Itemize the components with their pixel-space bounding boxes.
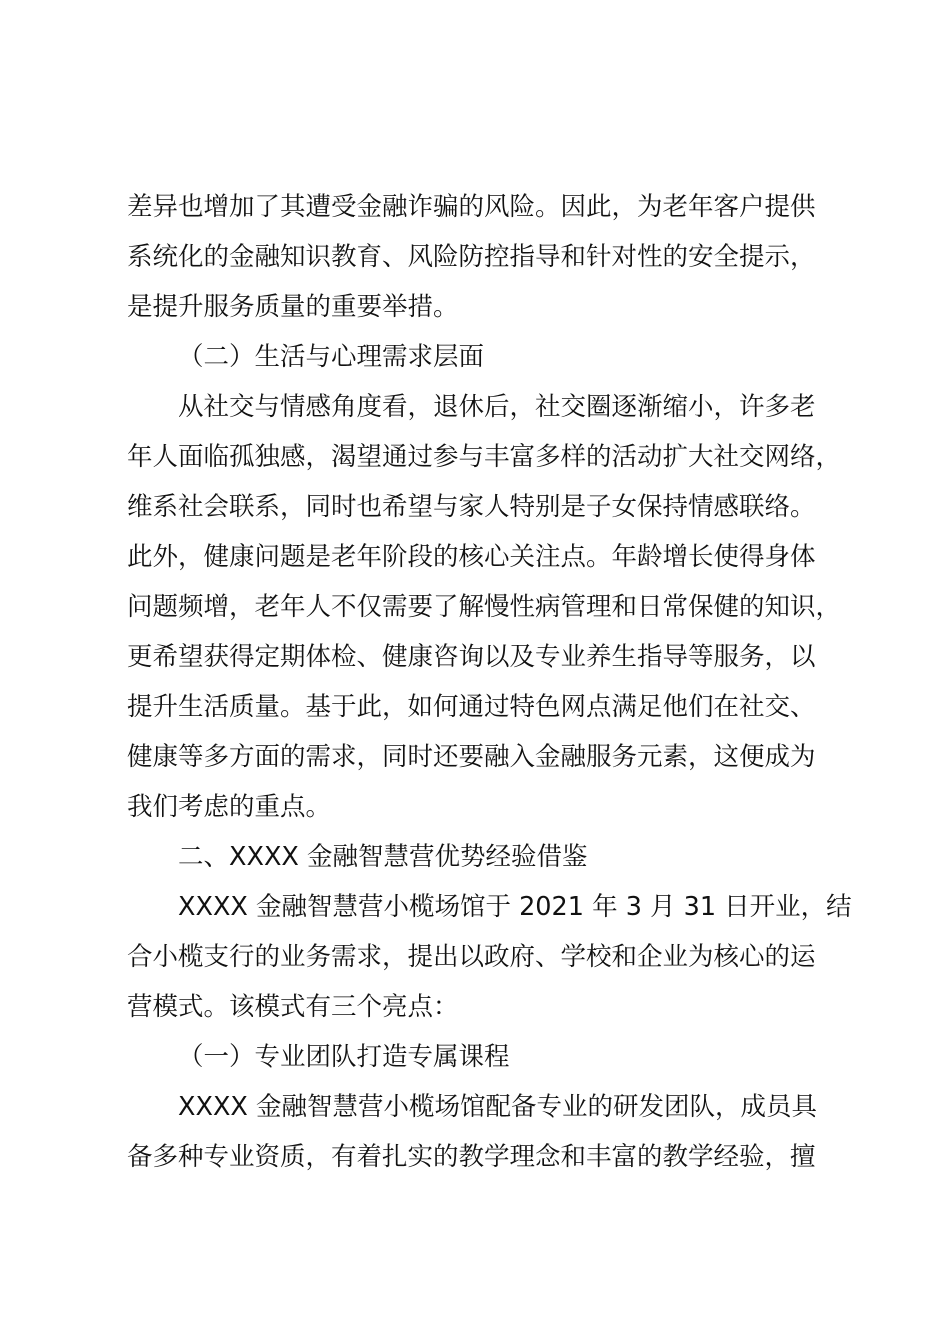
text-line: 系统化的金融知识教育、风险防控指导和针对性的安全提示，: [127, 242, 816, 272]
text-line: 我们考虑的重点。: [127, 792, 332, 822]
text-line: 问题频增，老年人不仅需要了解慢性病管理和日常保健的知识，: [127, 592, 842, 622]
text-line: XXXX 金融智慧营小榄场馆于 2021 年 3 月 31 日开业，结: [178, 892, 852, 922]
section-heading: （一）专业团队打造专属课程: [178, 1042, 510, 1072]
text-line: 从社交与情感角度看，退休后，社交圈逐渐缩小，许多老: [178, 392, 816, 422]
text-line: 是提升服务质量的重要举措。: [127, 292, 459, 322]
text-line: 年人面临孤独感，渴望通过参与丰富多样的活动扩大社交网络，: [127, 442, 842, 472]
text-line: 营模式。该模式有三个亮点：: [127, 992, 459, 1022]
text-line: 维系社会联系，同时也希望与家人特别是子女保持情感联络。: [127, 492, 816, 522]
text-line: 合小榄支行的业务需求，提出以政府、学校和企业为核心的运: [127, 942, 816, 972]
section-heading: 二、XXXX 金融智慧营优势经验借鉴: [178, 842, 588, 872]
section-heading: （二）生活与心理需求层面: [178, 342, 485, 372]
text-line: 更希望获得定期体检、健康咨询以及专业养生指导等服务，以: [127, 642, 816, 672]
text-line: 此外，健康问题是老年阶段的核心关注点。年龄增长使得身体: [127, 542, 816, 572]
text-line: 备多种专业资质，有着扎实的教学理念和丰富的教学经验，擅: [127, 1142, 816, 1172]
text-line: 提升生活质量。基于此，如何通过特色网点满足他们在社交、: [127, 692, 816, 722]
text-line: 差异也增加了其遭受金融诈骗的风险。因此，为老年客户提供: [127, 192, 816, 222]
text-line: 健康等多方面的需求，同时还要融入金融服务元素，这便成为: [127, 742, 816, 772]
text-line: XXXX 金融智慧营小榄场馆配备专业的研发团队，成员具: [178, 1092, 817, 1122]
